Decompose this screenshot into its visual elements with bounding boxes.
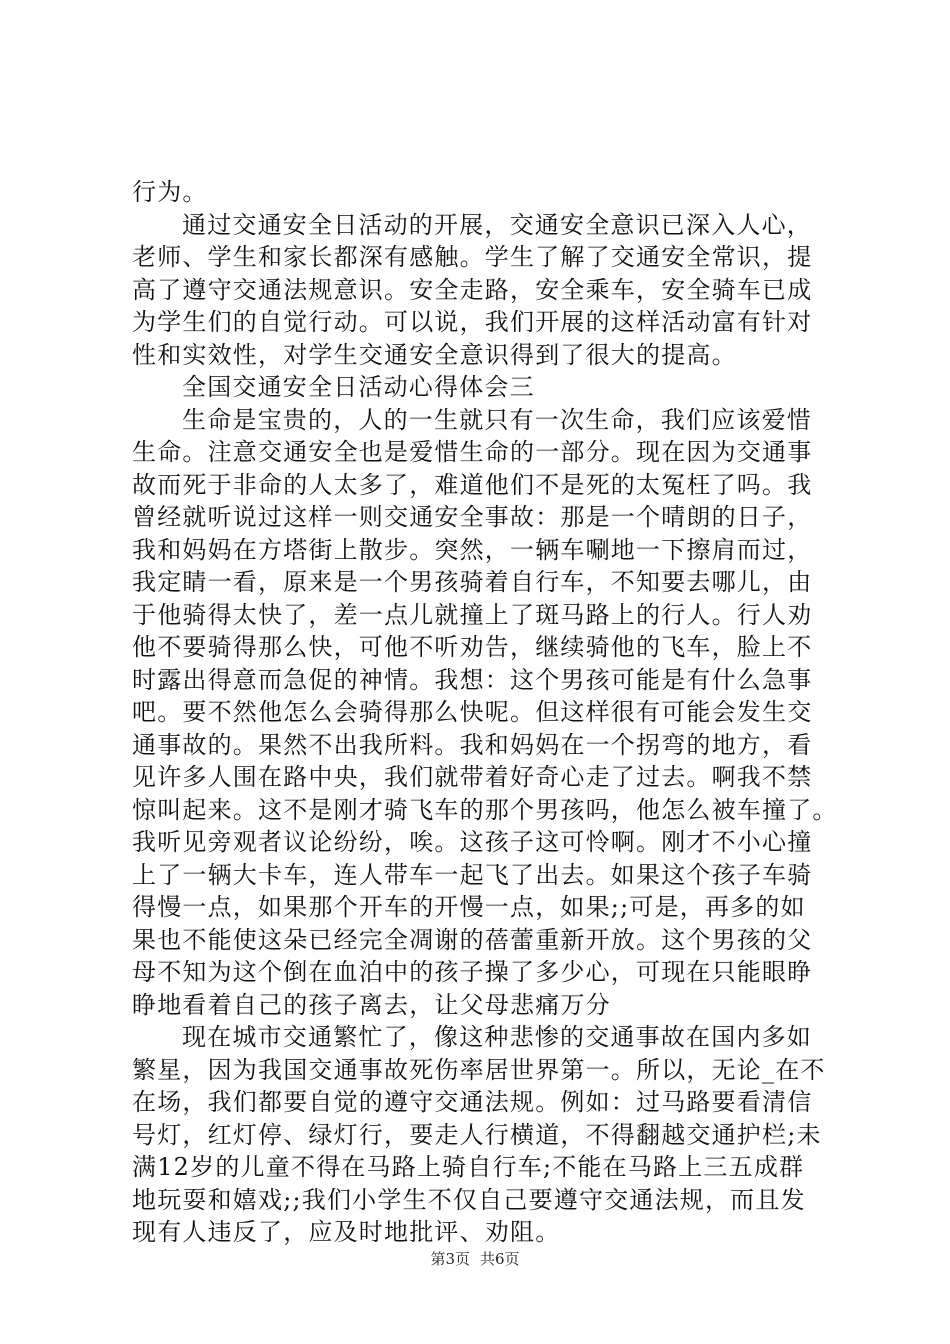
text-line: 地玩耍和嬉戏;;我们小学生不仅自己要遵守交通法规，而且发 <box>132 1185 806 1214</box>
text-line: 我听见旁观者议论纷纷，唉。这孩子这可怜啊。刚才不小心撞 <box>132 828 813 856</box>
page-total: 共6页 <box>480 1250 520 1268</box>
text-line: 性和实效性，对学生交通安全意识得到了很大的提高。 <box>132 340 737 369</box>
text-line: 高了遵守交通法规意识。安全走路，安全乘车，安全骑车已成 <box>132 275 813 304</box>
text-line: 生命。注意交通安全也是爱惜生命的一部分。现在因为交通事 <box>132 438 813 466</box>
page-footer <box>0 1249 950 1269</box>
text-line: 曾经就听说过这样一则交通安全事故：那是一个晴朗的日子， <box>132 503 813 531</box>
paragraph-first-line: 通过交通安全日活动的开展，交通安全意识已深入人心， <box>182 210 812 239</box>
text-line: 我定睛一看，原来是一个男孩骑着自行车，不知要去哪儿，由 <box>132 568 813 596</box>
text-line: 时露出得意而急促的神情。我想：这个男孩可能是有什么急事 <box>132 665 813 694</box>
text-line: 在场，我们都要自觉的遵守交通法规。例如：过马路要看清信 <box>132 1088 813 1116</box>
text-line: 通事故的。果然不出我所料。我和妈妈在一个拐弯的地方，看 <box>132 730 813 759</box>
text-line: 行为。 <box>132 178 208 206</box>
text-line: 于他骑得太快了，差一点儿就撞上了斑马路上的行人。行人劝 <box>132 600 813 629</box>
text-line: 他不要骑得那么快，可他不听劝告，继续骑他的飞车，脸上不 <box>132 633 813 661</box>
text-line: 吧。要不然他怎么会骑得那么快呢。但这样很有可能会发生交 <box>132 698 813 726</box>
page-number: 第3页 <box>430 1250 470 1268</box>
text-line: 上了一辆大卡车，连人带车一起飞了出去。如果这个孩子车骑 <box>132 860 813 889</box>
text-line: 母不知为这个倒在血泊中的孩子操了多少心，可现在只能眼睁 <box>132 958 813 986</box>
text-line: 老师、学生和家长都深有感触。学生了解了交通安全常识，提 <box>132 243 813 271</box>
text-line: 见许多人围在路中央，我们就带着好奇心走了过去。啊我不禁 <box>132 763 813 791</box>
text-line: 繁星，因为我国交通事故死伤率居世界第一。所以，无论_在不 <box>132 1055 826 1084</box>
text-line: 果也不能使这朵已经完全凋谢的蓓蕾重新开放。这个男孩的父 <box>132 925 813 954</box>
text-line: 故而死于非命的人太多了，难道他们不是死的太冤枉了吗。我 <box>132 470 813 499</box>
text-line: 现有人违反了，应及时地批评、劝阻。 <box>132 1218 561 1246</box>
text-line: 我和妈妈在方塔街上散步。突然，一辆车唰地一下擦肩而过， <box>132 535 813 564</box>
text-line: 惊叫起来。这不是刚才骑飞车的那个男孩吗，他怎么被车撞了。 <box>132 795 838 824</box>
paragraph-first-line: 生命是宝贵的，人的一生就只有一次生命，我们应该爱惜 <box>182 405 812 434</box>
text-line: 睁地看着自己的孩子离去，让父母悲痛万分 <box>132 990 611 1019</box>
text-line: 满12岁的儿童不得在马路上骑自行车;不能在马路上三五成群 <box>132 1153 805 1181</box>
paragraph-first-line: 现在城市交通繁忙了，像这种悲惨的交通事故在国内多如 <box>182 1023 812 1051</box>
text-line: 得慢一点，如果那个开车的开慢一点，如果;;可是，再多的如 <box>132 893 806 921</box>
section-heading: 全国交通安全日活动心得体会三 <box>182 373 535 401</box>
document-body <box>132 176 838 1249</box>
text-line: 为学生们的自觉行动。可以说，我们开展的这样活动富有针对 <box>132 308 813 336</box>
text-line: 号灯，红灯停、绿灯行，要走人行横道，不得翻越交通护栏;未 <box>132 1120 822 1149</box>
